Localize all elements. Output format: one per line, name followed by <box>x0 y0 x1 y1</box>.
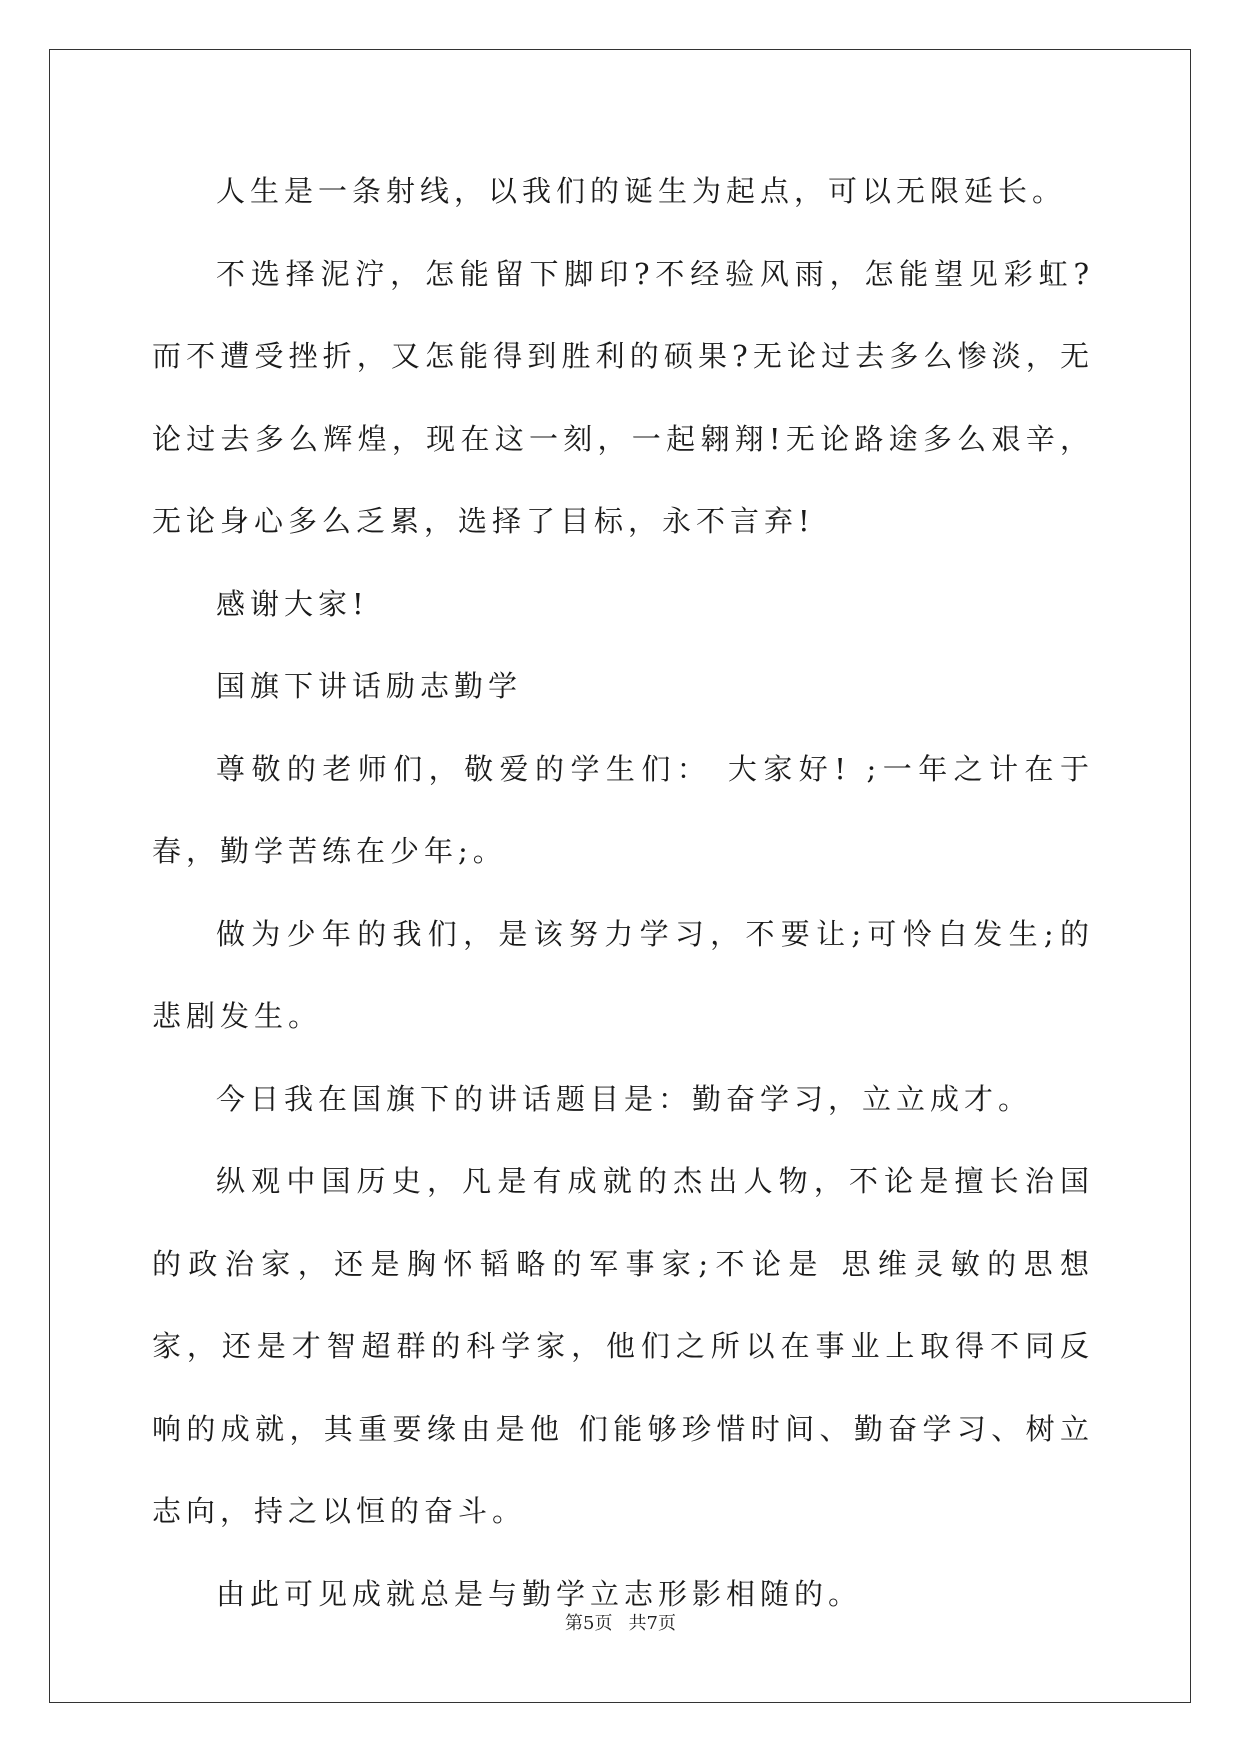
paragraph: 尊敬的老师们，敬爱的学生们： 大家好! ;一年之计在于春，勤学苦练在少年;。 <box>152 751 1094 868</box>
paragraph: 由此可见成就总是与勤学立志形影相随的。 <box>216 1576 863 1611</box>
paragraph: 纵观中国历史，凡是有成就的杰出人物，不论是擅长治国的政治家，还是胸怀韬略的军事家;不论是 思维灵敏的思想家，还是才智超群的科学家，他们之所以在事业上取得不同反响的成就，其重要缘由是他 们能够珍惜时间、勤奋学习、树立志向，持之以恒的奋斗。 <box>152 1164 1094 1528</box>
page-number-current: 第5页 <box>565 1613 613 1634</box>
paragraph: 不选择泥泞，怎能留下脚印?不经验风雨，怎能望见彩虹?而不遭受挫折，又怎能得到胜利的硕果?无论过去多么惨淡，无论过去多么辉煌，现在这一刻，一起翱翔!无论路途多么艰辛，无论身心多么乏累，选择了目标，永不言弃! <box>152 256 1094 538</box>
paragraph: 人生是一条射线，以我们的诞生为起点，可以无限延长。 <box>216 174 1067 208</box>
page-number-total: 共7页 <box>628 1613 676 1634</box>
paragraph: 感谢大家! <box>216 586 369 621</box>
paragraph: 今日我在国旗下的讲话题目是：勤奋学习，立立成才。 <box>216 1081 1033 1116</box>
document-body <box>152 150 1094 1635</box>
paragraph: 做为少年的我们，是该努力学习，不要让;可怜白发生;的 悲剧发生。 <box>152 916 1094 1033</box>
section-heading: 国旗下讲话励志勤学 <box>216 669 523 703</box>
page-footer <box>0 1612 1241 1636</box>
